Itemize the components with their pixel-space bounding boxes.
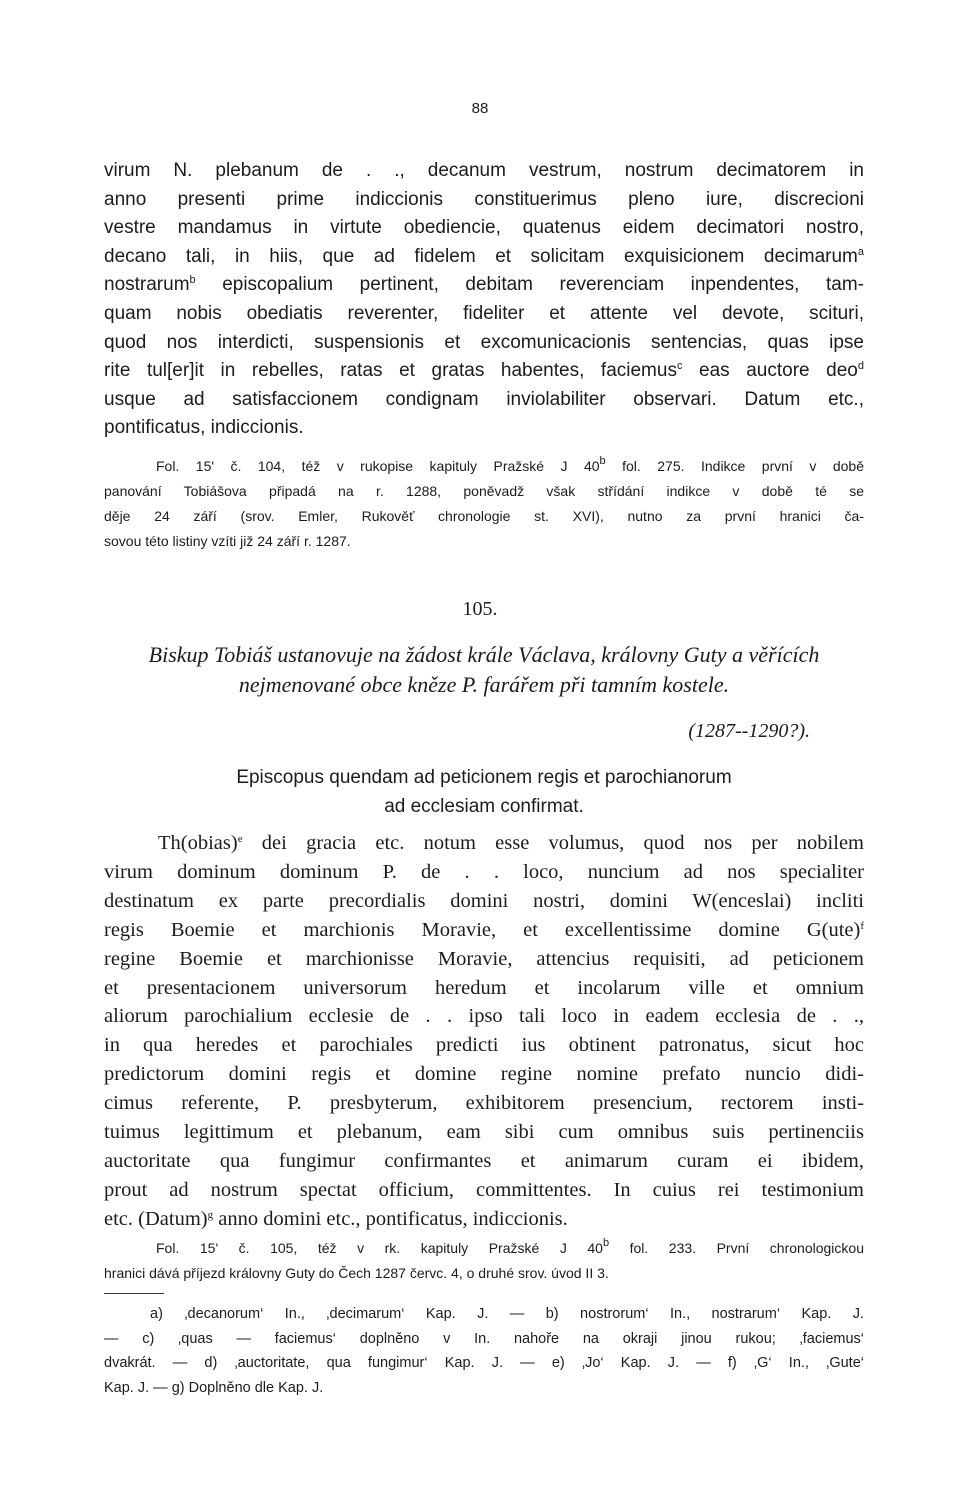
text-line: quod nos interdicti, suspensionis et excomunicacionis sentencias, quas ipse [104, 331, 864, 353]
text-line: regis Boemie et marchionis Moravie, et excellentissime domine G(ute)$^f$ [104, 918, 864, 941]
text-line: et presentacionem universorum heredum et incolarum ville et omnium [104, 976, 864, 999]
text-line: cimus referente, P. presbyterum, exhibitorem presencium, rectorem insti- [104, 1092, 864, 1115]
text-line: prout ad nostrum spectat officium, committentes. In cuius rei testimonium [104, 1178, 864, 1201]
text-line: destinatum ex parte precordialis domini nostri, domini W(enceslai) incliti [104, 889, 864, 912]
text-line: aliorum parochialium ecclesie de . . ipso tali loco in eadem ecclesia de . ., [104, 1005, 864, 1028]
document-heading [104, 640, 864, 700]
footnote-divider [104, 1293, 164, 1294]
footnote-mark-d: d [857, 360, 864, 373]
note-line: panování Tobiášova připadá na r. 1288, poněvadž však střídání indikce v době té se [104, 483, 864, 499]
text-line: rite tul[er]it in rebelles, ratas et gratas habentes, faciemus$^c$ eas auctore deo$^d$ [104, 360, 864, 382]
footnote-mark-f: f [860, 919, 864, 932]
note-line: Fol. 15' č. 104, též v rukopise kapituly Pražské J 40$^b$ fol. 275. Indikce první v době [156, 455, 864, 474]
text-line: predictorum domini regis et domine regine nomine prefato nuncio didi- [104, 1063, 864, 1086]
regest-line: Episcopus quendam ad peticionem regis et parochianorum [236, 767, 732, 788]
text-line: etc. (Datum)$^g$ anno domini etc., pontificatus, indiccionis. [104, 1207, 568, 1230]
footnote-line: — c) ‚quas — faciemus‘ doplněno v In. nahoře na okraji jinou rukou; ‚faciemus‘ [104, 1330, 864, 1347]
text-line: virum N. plebanum de . ., decanum vestrum, nostrum decimatorem in [104, 160, 864, 181]
latin-regest [104, 764, 864, 821]
source-note-104 [104, 454, 864, 554]
note-line: sovou této listiny vzíti již 24 září r. 1287. [104, 533, 351, 549]
text-line: Th(obias)$^e$ dei gracia etc. notum esse volumus, quod nos per nobilem [158, 832, 864, 854]
text-line: pontificatus, indiccionis. [104, 417, 304, 439]
text-block-105 [104, 829, 864, 1234]
regest-line: ad ecclesiam confirmat. [384, 795, 584, 817]
text-line: auctoritate qua fungimur confirmantes et animarum curam ei ibidem, [104, 1149, 864, 1172]
heading-line: Biskup Tobiáš ustanovuje na žádost krále Václava, královny Guty a věřících [148, 642, 820, 667]
text-line: tuimus legittimum et plebanum, eam sibi cum omnibus suis pertinenciis [104, 1121, 864, 1144]
text-line: nostrarum$^b$ episcopalium pertinent, debitam reverenciam inpendentes, tam- [104, 274, 864, 296]
text-line: decano tali, in hiis, que ad fidelem et solicitam exquisicionem decimarum$^a$ [104, 245, 864, 267]
footnote-line: a) ‚decanorum‘ In., ‚decimarum‘ Kap. J. — b) nostrorum‘ In., nostrarum‘ Kap. J. [150, 1306, 864, 1322]
document-date: (1287--1290?). [688, 720, 810, 742]
footnote-mark-c: c [676, 360, 683, 373]
document-number: 105. [462, 598, 498, 620]
text-line: regine Boemie et marchionisse Moravie, attencius requisiti, ad peticionem [104, 947, 864, 970]
note-line: Fol. 15' č. 105, též v rk. kapituly Pražské J 40$^b$ fol. 233. První chronologickou [156, 1237, 864, 1256]
footnote-mark-g: g [207, 1208, 214, 1221]
note-line: hranici dává příjezd královny Guty do Čech 1287 červc. 4, o druhé srov. úvod II 3. [104, 1265, 609, 1281]
footnotes [104, 1302, 864, 1400]
footnote-mark-b: b [189, 274, 196, 287]
footnote-mark-e: e [237, 833, 243, 845]
footnote-mark-a: a [857, 245, 864, 258]
text-line: vestre mandamus in virtute obediencie, quatenus eidem decimatori nostro, [104, 217, 864, 239]
footnote-line: Kap. J. — g) Doplněno dle Kap. J. [104, 1379, 324, 1396]
text-line: usque ad satisfaccionem condignam inviolabiliter observari. Datum etc., [104, 388, 864, 410]
text-line: anno presenti prime indiccionis constituerimus pleno iure, discrecioni [104, 188, 864, 210]
source-note-105 [104, 1236, 864, 1286]
text-block-104-continuation [104, 157, 864, 443]
footnote-line: dvakrát. — d) ‚auctoritate, qua fungimur‘ Kap. J. — e) ‚Jo‘ Kap. J. — f) ‚G‘ In., ‚Gute‘ [104, 1355, 864, 1371]
heading-line: nejmenované obce kněze P. farářem při tamním kostele. [238, 672, 730, 697]
note-line: děje 24 září (srov. Emler, Rukověť chronologie st. XVI), nutno za první hranici ča- [104, 508, 864, 524]
text-line: virum dominum dominum P. de . . loco, nuncium ad nos specialiter [104, 860, 864, 883]
text-line: in qua heredes et parochiales predicti ius obtinent patronatus, sicut hoc [104, 1034, 864, 1057]
text-line: quam nobis obediatis reverenter, fideliter et attente vel devote, scituri, [104, 302, 864, 324]
page-number: 88 [471, 100, 489, 117]
